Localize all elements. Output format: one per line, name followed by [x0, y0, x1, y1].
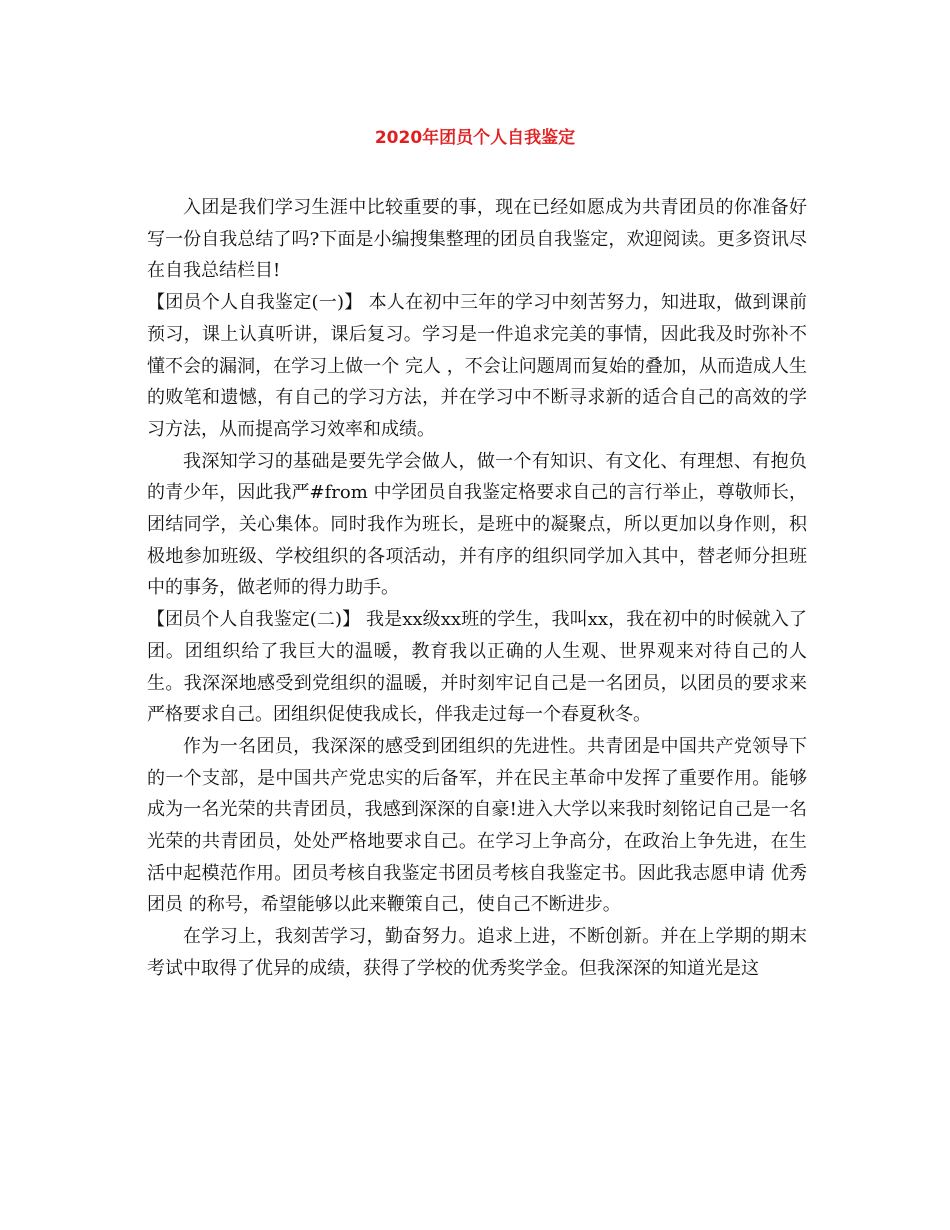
paragraph-text: 本人在初中三年的学习中刻苦努力，知进取，做到课前预习，课上认真听讲，课后复习。学习是一件追求完美的事情，因此我及时弥补不懂不会的漏洞，在学习上做一个 完人 ，不会让问题周而复始的叠加，从而造成人生的败笔和遗憾，有自己的学习方法，并在学习中不断寻求新的适合自己的高效的学习方法，从而提高学习效率和成绩。	[147, 292, 807, 440]
paragraph-intro	[147, 192, 807, 287]
paragraph-text: 在学习上，我刻苦学习，勤奋努力。追求上进，不断创新。并在上学期的期末考试中取得了优异的成绩，获得了学校的优秀奖学金。但我深深的知道光是这	[147, 926, 807, 979]
document-title: 2020年团员个人自我鉴定	[374, 128, 576, 148]
paragraph-text: 我深知学习的基础是要先学会做人，做一个有知识、有文化、有理想、有抱负的青少年，因此我严#from 中学团员自我鉴定格要求自己的言行举止，尊敬师长，团结同学，关心集体。同时我作为班长，是班中的凝聚点，所以更加以身作则，积极地参加班级、学校组织的各项活动，并有序的组织同学加入其中，替老师分担班中的事务，做老师的得力助手。	[147, 450, 807, 599]
paragraph-text: 作为一名团员，我深深的感受到团组织的先进性。共青团是中国共产党领导下的一个支部，是中国共产党忠实的后备军，并在民主革命中发挥了重要作用。能够成为一名光荣的共青团员，我感到深深的自豪!进入大学以来我时刻铭记自己是一名光荣的共青团员，处处严格地要求自己。在学习上争高分，在政治上争先进，在生活中起模范作用。团员考核自我鉴定书团员考核自我鉴定书。因此我志愿申请 优秀团员 的称号，希望能够以此来鞭策自己，使自己不断进步。	[147, 735, 807, 916]
section-heading: 【团员个人自我鉴定(一)】	[147, 292, 363, 314]
paragraph-study	[147, 921, 807, 984]
paragraph-section-2	[147, 604, 807, 731]
document-body	[147, 192, 807, 985]
paragraph-text: 我是xx级xx班的学生，我叫xx，我在初中的时候就入了团。团组织给了我巨大的温暖，教育我以正确的人生观、世界观来对待自己的人生。我深深地感受到党组织的温暖，并时刻牢记自己是一名团员，以团员的要求来严格要求自己。团组织促使我成长，伴我走过每一个春夏秋冬。	[147, 609, 807, 726]
paragraph-text: 入团是我们学习生涯中比较重要的事，现在已经如愿成为共青团员的你准备好写一份自我总结了吗?下面是小编搜集整理的团员自我鉴定，欢迎阅读。更多资讯尽在自我总结栏目!	[147, 197, 807, 282]
section-heading: 【团员个人自我鉴定(二)】	[147, 609, 361, 631]
paragraph-learning-basis	[147, 446, 807, 605]
paragraph-section-1	[147, 287, 807, 446]
paragraph-member-role	[147, 731, 807, 921]
